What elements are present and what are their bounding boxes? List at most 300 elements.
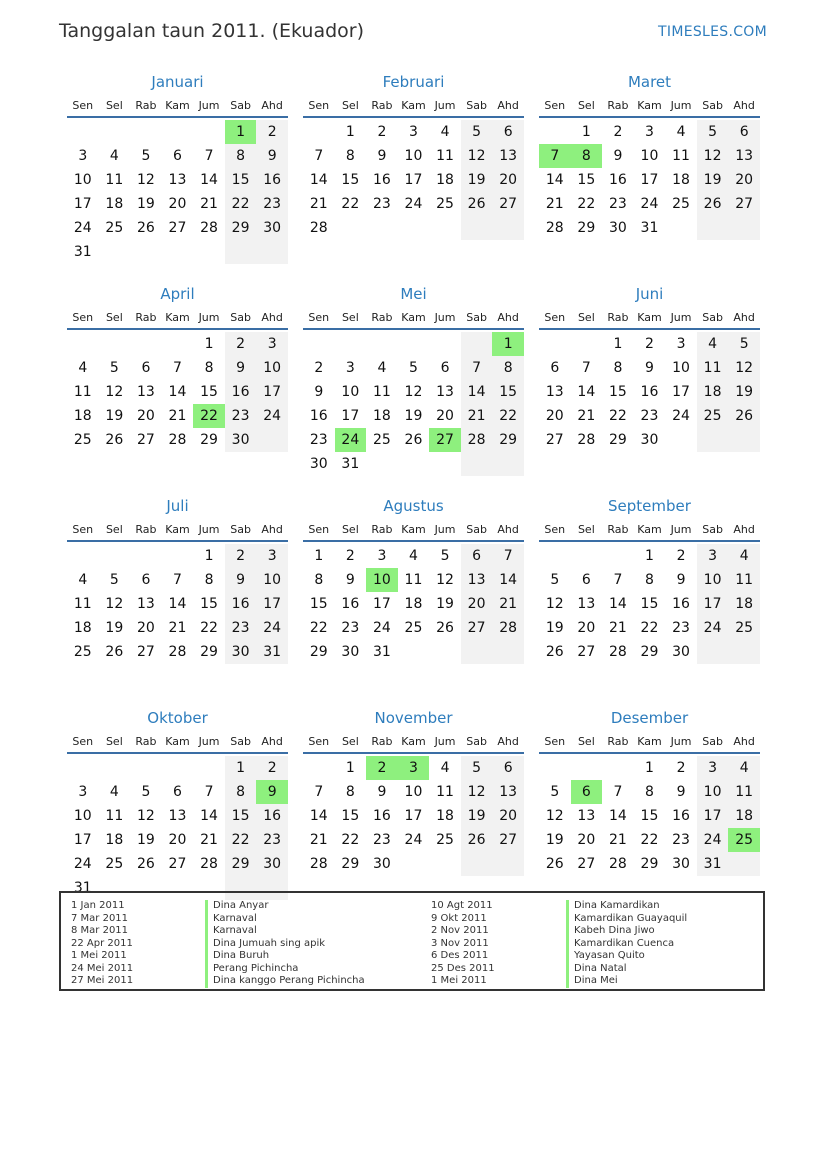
month-title: Maret [627, 73, 672, 91]
weekday-header [303, 731, 524, 754]
day-cell: 23 [672, 832, 690, 848]
day-cell: 6 [440, 360, 450, 376]
day-cell: 14 [309, 808, 328, 824]
empty-cell [67, 332, 99, 356]
weekday-label: Rab [371, 523, 393, 536]
day-cell: 28 [545, 220, 564, 236]
day-cell: 27 [492, 828, 524, 852]
holiday-day-cell: 25 [728, 828, 760, 852]
day-cell: 27 [168, 856, 187, 872]
weekday-label: Sel [341, 523, 359, 536]
day-cell: 15 [640, 596, 659, 612]
month-title: Juni [635, 285, 664, 303]
day-cell: 7 [173, 360, 182, 376]
day-cell: 14 [309, 172, 328, 188]
day-cell: 1 [613, 336, 623, 352]
day-cell: 11 [73, 384, 92, 400]
legend-dates-left [71, 900, 133, 988]
day-cell: 12 [105, 596, 124, 612]
brand-link[interactable]: TIMESLES.COM [658, 24, 767, 40]
day-cell: 20 [492, 804, 524, 828]
empty-cell [728, 428, 760, 452]
day-cell: 5 [697, 120, 729, 144]
day-cell: 11 [372, 384, 391, 400]
day-cell: 30 [341, 644, 360, 660]
months-grid [67, 72, 761, 908]
day-cell: 7 [204, 148, 214, 164]
day-cell: 21 [492, 592, 524, 616]
day-cell: 10 [256, 356, 288, 380]
weekday-label: Sab [466, 99, 487, 112]
legend-names-left [205, 900, 365, 988]
day-cell: 4 [697, 332, 729, 356]
day-cell: 27 [461, 616, 493, 640]
day-cell: 10 [341, 384, 360, 400]
empty-cell [366, 216, 398, 240]
day-cell: 28 [492, 616, 524, 640]
day-cell: 15 [341, 172, 360, 188]
day-cell: 18 [436, 172, 454, 188]
day-cell: 19 [728, 380, 760, 404]
day-cell: 31 [73, 880, 92, 896]
day-cell: 12 [461, 144, 493, 168]
empty-cell [728, 216, 760, 240]
month-oktober [67, 708, 288, 908]
day-cell: 25 [672, 196, 690, 212]
weekday-label: Rab [135, 311, 157, 324]
legend-date: 2 Nov 2011 [431, 925, 489, 936]
day-cell: 13 [577, 808, 596, 824]
weekday-label: Sel [105, 311, 123, 324]
day-cell: 21 [608, 620, 627, 636]
day-cell: 1 [645, 548, 654, 564]
day-cell: 18 [436, 808, 454, 824]
day-cell: 20 [436, 408, 454, 424]
day-cell: 7 [204, 784, 214, 800]
legend-date: 7 Mar 2011 [71, 912, 129, 924]
month-title: Februari [382, 73, 445, 91]
day-cell: 17 [256, 380, 288, 404]
month-november [303, 708, 524, 908]
holiday-day-cell: 22 [193, 404, 225, 428]
day-cell: 4 [440, 760, 450, 776]
day-cell: 8 [492, 356, 524, 380]
day-cell: 26 [136, 856, 155, 872]
day-cell: 6 [728, 120, 760, 144]
day-cell: 4 [409, 548, 418, 564]
weekday-label: Ahd [261, 735, 283, 748]
day-cell: 19 [105, 408, 124, 424]
day-grid [303, 756, 524, 876]
month-title: Mei [400, 285, 427, 303]
month-title: September [608, 497, 691, 515]
day-cell: 10 [404, 148, 423, 164]
day-cell: 17 [672, 384, 690, 400]
day-cell: 26 [461, 828, 493, 852]
day-cell: 11 [728, 568, 760, 592]
weekday-label: Kam [637, 523, 662, 536]
weekday-label: Jum [434, 311, 456, 324]
day-cell: 16 [672, 596, 690, 612]
month-april [67, 284, 288, 496]
weekday-label: Ahd [497, 311, 519, 324]
day-cell: 1 [645, 760, 654, 776]
day-cell: 24 [404, 196, 423, 212]
day-cell: 23 [372, 832, 391, 848]
day-cell: 10 [73, 172, 92, 188]
weekday-label: Sab [466, 311, 487, 324]
weekday-label: Rab [135, 99, 157, 112]
legend-holiday-name: Dina Buruh [205, 950, 365, 963]
empty-cell [162, 756, 194, 780]
weekday-label: Sab [230, 99, 251, 112]
weekday-label: Sen [72, 311, 94, 324]
day-cell: 25 [372, 432, 391, 448]
day-cell: 5 [409, 360, 418, 376]
empty-cell [429, 332, 461, 356]
day-cell: 24 [73, 220, 92, 236]
day-cell: 3 [409, 124, 418, 140]
day-cell: 19 [461, 804, 493, 828]
day-cell: 18 [105, 196, 124, 212]
day-cell: 20 [577, 832, 596, 848]
day-cell: 2 [345, 548, 355, 564]
day-cell: 24 [697, 828, 729, 852]
day-cell: 28 [461, 428, 493, 452]
day-cell: 10 [697, 568, 729, 592]
month-title: November [374, 709, 453, 727]
empty-cell [492, 640, 524, 664]
day-cell: 27 [545, 432, 564, 448]
day-cell: 18 [728, 592, 760, 616]
empty-cell [130, 332, 162, 356]
holiday-day-cell: 2 [366, 756, 398, 780]
empty-cell [193, 240, 225, 264]
weekday-label: Kam [401, 735, 426, 748]
empty-cell [303, 756, 335, 780]
weekday-label: Ahd [497, 523, 519, 536]
month-maret [539, 72, 760, 284]
weekday-label: Kam [637, 311, 662, 324]
day-cell: 24 [372, 620, 391, 636]
legend-date: 1 Mei 2011 [431, 975, 487, 986]
empty-cell [665, 428, 697, 452]
empty-cell [492, 852, 524, 876]
day-cell: 4 [676, 124, 686, 140]
weekday-label: Rab [371, 99, 393, 112]
day-cell: 28 [168, 644, 187, 660]
day-cell: 1 [204, 548, 214, 564]
day-cell: 29 [608, 432, 627, 448]
day-cell: 18 [672, 172, 690, 188]
empty-cell [665, 216, 697, 240]
day-cell: 14 [577, 384, 596, 400]
day-cell: 31 [697, 852, 729, 876]
day-cell: 30 [225, 428, 257, 452]
legend-date: 10 Agt 2011 [431, 900, 493, 911]
day-cell: 3 [645, 124, 654, 140]
day-cell: 12 [436, 572, 454, 588]
empty-cell [398, 452, 430, 476]
day-cell: 3 [256, 332, 288, 356]
legend-date: 6 Des 2011 [431, 950, 489, 961]
day-cell: 9 [345, 572, 355, 588]
day-cell: 30 [672, 644, 690, 660]
empty-cell [492, 452, 524, 476]
holiday-day-cell: 10 [366, 568, 398, 592]
day-cell: 5 [550, 572, 560, 588]
day-cell: 26 [697, 192, 729, 216]
day-cell: 18 [404, 596, 423, 612]
weekday-label: Ahd [497, 99, 519, 112]
weekday-label: Kam [165, 99, 190, 112]
day-cell: 20 [461, 592, 493, 616]
empty-cell [193, 756, 225, 780]
day-cell: 11 [105, 172, 124, 188]
day-cell: 23 [256, 828, 288, 852]
weekday-label: Sab [230, 311, 251, 324]
day-cell: 15 [225, 168, 257, 192]
day-cell: 1 [345, 124, 355, 140]
day-cell: 19 [461, 168, 493, 192]
day-cell: 13 [461, 568, 493, 592]
day-cell: 3 [697, 544, 729, 568]
day-cell: 4 [728, 544, 760, 568]
legend-holiday-name: Dina Jumuah sing apik [205, 938, 365, 951]
day-cell: 20 [492, 168, 524, 192]
day-cell: 30 [372, 856, 391, 872]
month-title: Juli [166, 497, 189, 515]
day-grid [67, 756, 288, 900]
day-cell: 6 [141, 572, 151, 588]
day-cell: 29 [492, 428, 524, 452]
day-cell: 23 [341, 620, 360, 636]
day-cell: 21 [309, 196, 328, 212]
day-cell: 15 [200, 596, 218, 612]
empty-cell [602, 544, 634, 568]
weekday-label: Sen [308, 735, 330, 748]
month-title: Desember [610, 709, 689, 727]
day-cell: 23 [372, 196, 391, 212]
day-cell: 7 [173, 572, 182, 588]
day-cell: 15 [608, 384, 627, 400]
day-cell: 5 [109, 360, 119, 376]
legend-date: 9 Okt 2011 [431, 912, 487, 924]
weekday-label: Ahd [497, 735, 519, 748]
day-cell: 9 [676, 572, 686, 588]
day-cell: 15 [225, 804, 257, 828]
day-cell: 14 [608, 808, 627, 824]
weekday-header [67, 95, 288, 118]
day-cell: 11 [672, 148, 690, 164]
empty-cell [539, 756, 571, 780]
day-cell: 8 [225, 780, 257, 804]
empty-cell [398, 216, 430, 240]
empty-cell [697, 216, 729, 240]
day-cell: 17 [697, 804, 729, 828]
weekday-label: Jum [670, 523, 692, 536]
day-grid [303, 332, 524, 476]
day-cell: 3 [345, 360, 355, 376]
day-cell: 9 [676, 784, 686, 800]
day-cell: 17 [404, 172, 423, 188]
day-cell: 27 [168, 220, 187, 236]
day-grid [539, 756, 760, 876]
day-cell: 8 [204, 360, 214, 376]
empty-cell [99, 544, 131, 568]
holiday-day-cell: 1 [492, 332, 524, 356]
weekday-label: Ahd [733, 311, 755, 324]
day-cell: 19 [436, 596, 454, 612]
day-cell: 25 [404, 620, 423, 636]
day-cell: 17 [73, 832, 92, 848]
empty-cell [256, 428, 288, 452]
empty-cell [539, 332, 571, 356]
day-cell: 28 [200, 220, 218, 236]
day-cell: 12 [545, 808, 564, 824]
day-cell: 19 [105, 620, 124, 636]
day-cell: 22 [225, 192, 257, 216]
day-cell: 27 [577, 644, 596, 660]
month-januari [67, 72, 288, 284]
month-mei [303, 284, 524, 496]
day-cell: 7 [581, 360, 591, 376]
month-februari [303, 72, 524, 284]
day-cell: 22 [640, 620, 659, 636]
legend-holiday-name: Karnaval [205, 913, 365, 926]
weekday-label: Sel [341, 311, 359, 324]
day-cell: 21 [200, 832, 218, 848]
empty-cell [366, 452, 398, 476]
day-cell: 23 [225, 616, 257, 640]
empty-cell [539, 544, 571, 568]
legend-holiday-name: Kamardikan Cuenca [566, 938, 687, 951]
empty-cell [303, 120, 335, 144]
day-cell: 2 [645, 336, 654, 352]
day-cell: 5 [141, 784, 151, 800]
day-cell: 28 [168, 432, 187, 448]
day-cell: 3 [256, 544, 288, 568]
day-cell: 27 [728, 192, 760, 216]
day-cell: 16 [225, 592, 257, 616]
legend-holiday-name: Dina Mei [566, 975, 687, 988]
day-cell: 14 [200, 172, 218, 188]
day-cell: 23 [225, 404, 257, 428]
day-cell: 28 [309, 856, 328, 872]
weekday-header [67, 519, 288, 542]
weekday-label: Jum [198, 99, 220, 112]
weekday-label: Kam [165, 523, 190, 536]
day-cell: 16 [372, 808, 391, 824]
day-cell: 16 [341, 596, 360, 612]
day-cell: 11 [436, 784, 454, 800]
legend-date: 8 Mar 2011 [71, 925, 129, 936]
day-cell: 7 [314, 784, 324, 800]
day-grid [67, 544, 288, 664]
empty-cell [162, 120, 194, 144]
day-cell: 14 [168, 384, 187, 400]
day-cell: 12 [404, 384, 423, 400]
holiday-day-cell: 24 [335, 428, 367, 452]
day-cell: 23 [640, 408, 659, 424]
day-grid [539, 544, 760, 664]
empty-cell [461, 216, 493, 240]
empty-cell [697, 640, 729, 664]
legend-holiday-name: Dina Kamardikan [566, 900, 687, 913]
empty-cell [130, 240, 162, 264]
day-grid [539, 120, 760, 240]
holiday-day-cell: 9 [256, 780, 288, 804]
empty-cell [728, 852, 760, 876]
day-cell: 16 [608, 172, 627, 188]
day-cell: 31 [256, 640, 288, 664]
day-cell: 15 [341, 808, 360, 824]
weekday-label: Sel [577, 523, 595, 536]
weekday-label: Kam [401, 311, 426, 324]
day-cell: 2 [676, 760, 686, 776]
day-cell: 26 [404, 432, 423, 448]
day-cell: 14 [461, 380, 493, 404]
empty-cell [461, 640, 493, 664]
empty-cell [99, 756, 131, 780]
day-cell: 13 [136, 596, 155, 612]
empty-cell [162, 240, 194, 264]
day-cell: 8 [314, 572, 324, 588]
day-cell: 29 [341, 856, 360, 872]
day-cell: 22 [225, 828, 257, 852]
day-cell: 17 [404, 808, 423, 824]
legend-date: 27 Mei 2011 [71, 975, 134, 986]
day-cell: 10 [640, 148, 659, 164]
weekday-label: Sab [466, 735, 487, 748]
day-cell: 21 [168, 620, 187, 636]
weekday-label: Sab [702, 311, 723, 324]
day-cell: 27 [577, 856, 596, 872]
empty-cell [99, 332, 131, 356]
day-cell: 26 [136, 220, 155, 236]
weekday-label: Sab [230, 735, 251, 748]
day-cell: 6 [581, 572, 591, 588]
empty-cell [602, 756, 634, 780]
weekday-label: Sen [308, 523, 330, 536]
day-cell: 2 [225, 332, 257, 356]
weekday-label: Sen [72, 523, 94, 536]
day-cell: 12 [697, 144, 729, 168]
holiday-day-cell: 1 [225, 120, 257, 144]
day-cell: 29 [225, 216, 257, 240]
empty-cell [162, 544, 194, 568]
legend-date: 1 Mei 2011 [71, 950, 127, 961]
empty-cell [398, 640, 430, 664]
weekday-label: Rab [607, 311, 629, 324]
legend-holiday-name: Dina kanggo Perang Pichincha [205, 975, 365, 988]
day-cell: 18 [73, 620, 92, 636]
day-cell: 26 [461, 192, 493, 216]
day-cell: 29 [225, 852, 257, 876]
day-cell: 29 [200, 432, 218, 448]
day-cell: 8 [613, 360, 623, 376]
weekday-header [303, 307, 524, 330]
day-cell: 15 [577, 172, 596, 188]
weekday-header [539, 731, 760, 754]
day-cell: 25 [436, 196, 454, 212]
weekday-label: Ahd [261, 99, 283, 112]
day-cell: 29 [577, 220, 596, 236]
day-cell: 10 [697, 780, 729, 804]
day-cell: 12 [105, 384, 124, 400]
weekday-label: Rab [607, 523, 629, 536]
day-cell: 5 [109, 572, 119, 588]
